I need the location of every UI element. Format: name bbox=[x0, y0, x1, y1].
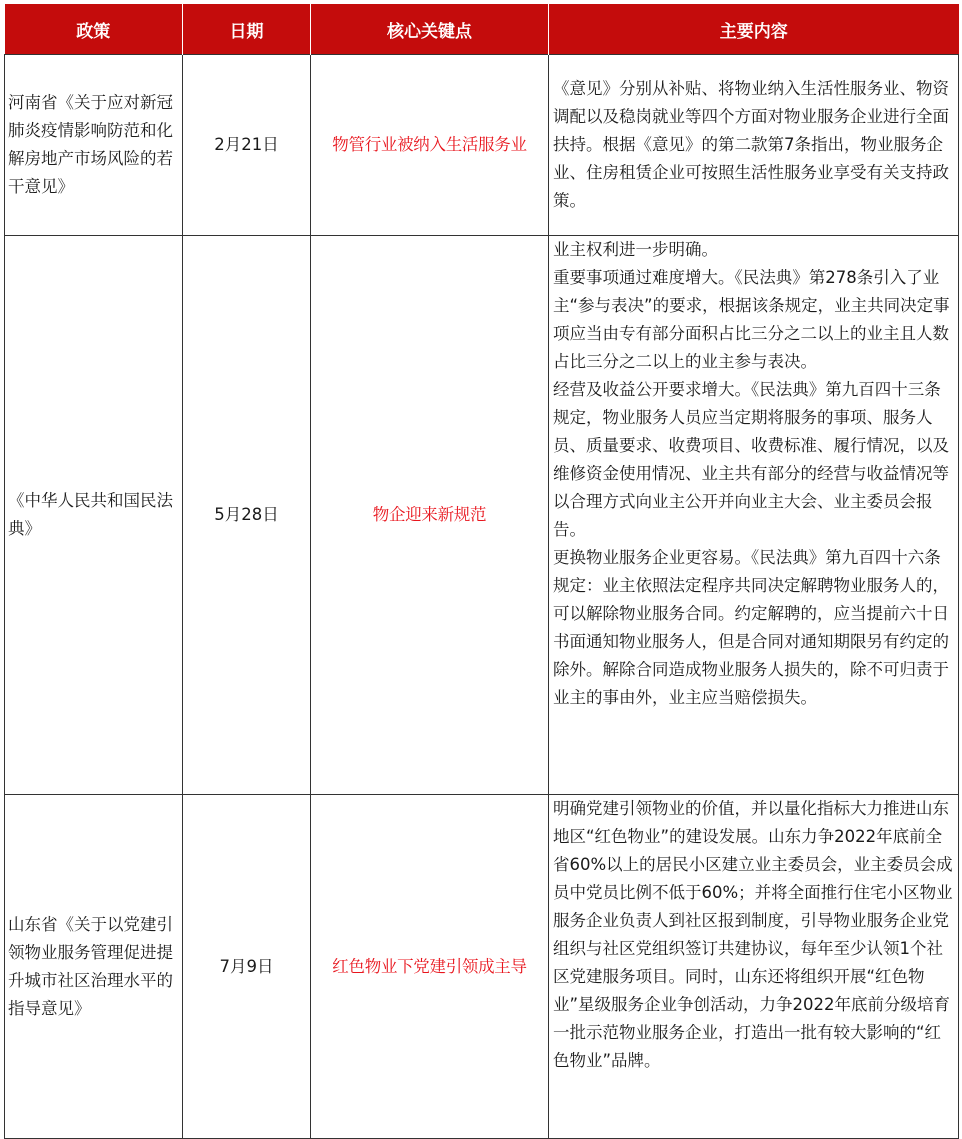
policy-name: 山东省《关于以党建引领物业服务管理促进提升城市社区治理水平的指导意见》 bbox=[5, 795, 183, 1139]
content-paragraph: 经营及收益公开要求增大。《民法典》第九百四十三条规定，物业服务人员应当定期将服务的事项、服务人员、质量要求、收费项目、收费标准、履行情况，以及维修资金使用情况、业主共有部分的经营与收益情况等以合理方式向业主公开并向业主大会、业主委员会报告。 bbox=[553, 380, 949, 539]
policy-content bbox=[549, 795, 959, 1139]
table-header-row bbox=[5, 4, 959, 55]
policy-name: 《中华人民共和国民法典》 bbox=[5, 236, 183, 795]
header-policy: 政策 bbox=[5, 4, 183, 55]
header-content: 主要内容 bbox=[549, 4, 959, 55]
content-paragraph: 《意见》分别从补贴、将物业纳入生活性服务业、物资调配以及稳岗就业等四个方面对物业服务企业进行全面扶持。根据《意见》的第二款第7条指出，物业服务企业、住房租赁企业可按照生活性服务业享受有关支持政策。 bbox=[553, 79, 949, 210]
policy-key-point: 红色物业下党建引领成主导 bbox=[311, 795, 549, 1139]
table-row bbox=[5, 795, 959, 1139]
policy-content bbox=[549, 236, 959, 795]
policy-key-point: 物企迎来新规范 bbox=[311, 236, 549, 795]
policy-date: 5月28日 bbox=[183, 236, 311, 795]
content-paragraph: 重要事项通过难度增大。《民法典》第278条引入了业主“参与表决”的要求，根据该条规定，业主共同决定事项应当由专有部分面积占比三分之二以上的业主且人数占比三分之二以上的业主参与表决。 bbox=[553, 268, 950, 371]
table-row bbox=[5, 236, 959, 795]
policy-date: 2月21日 bbox=[183, 55, 311, 236]
policy-key-point: 物管行业被纳入生活服务业 bbox=[311, 55, 549, 236]
header-date: 日期 bbox=[183, 4, 311, 55]
content-paragraph: 明确党建引领物业的价值，并以量化指标大力推进山东地区“红色物业”的建设发展。山东力争2022年底前全省60%以上的居民小区建立业主委员会，业主委员会成员中党员比例不低于60%；并将全面推行住宅小区物业服务企业负责人到社区报到制度，引导物业服务企业党组织与社区党组织签订共建协议，每年至少认领1个社区党建服务项目。同时，山东还将组织开展“红色物业”星级服务企业争创活动，力争2022年底前分级培育一批示范物业服务企业，打造出一批有较大影响的“红色物业”品牌。 bbox=[553, 799, 953, 1070]
policy-content bbox=[549, 55, 959, 236]
content-paragraph: 业主权利进一步明确。 bbox=[553, 240, 718, 259]
header-key-point: 核心关键点 bbox=[311, 4, 549, 55]
content-paragraph: 更换物业服务企业更容易。《民法典》第九百四十六条规定：业主依照法定程序共同决定解聘物业服务人的，可以解除物业服务合同。约定解聘的，应当提前六十日书面通知物业服务人，但是合同对通知期限另有约定的除外。解除合同造成物业服务人损失的，除不可归责于业主的事由外，业主应当赔偿损失。 bbox=[553, 548, 949, 707]
policy-name: 河南省《关于应对新冠肺炎疫情影响防范和化解房地产市场风险的若干意见》 bbox=[5, 55, 183, 236]
table-row bbox=[5, 55, 959, 236]
policy-table bbox=[4, 4, 959, 1139]
policy-date: 7月9日 bbox=[183, 795, 311, 1139]
